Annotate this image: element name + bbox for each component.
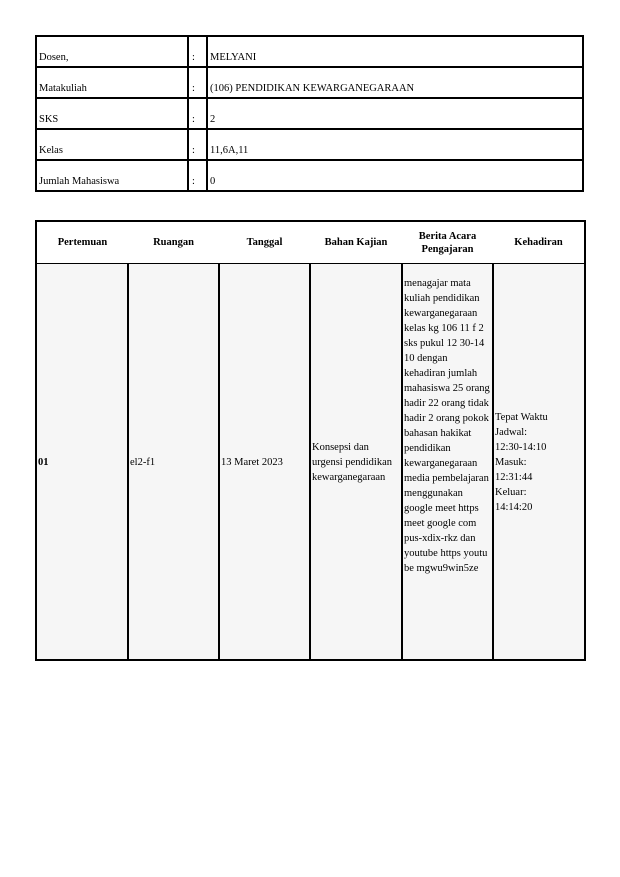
- kehadiran-masuk-value: 12:31:44: [495, 471, 533, 483]
- info-value: 11,6A,11: [207, 129, 583, 160]
- info-value: (106) PENDIDIKAN KEWARGANEGARAAN: [207, 67, 583, 98]
- kehadiran-jadwal-value: 12:30-14:10: [495, 441, 547, 453]
- info-separator: :: [188, 129, 207, 160]
- header-ruangan: Ruangan: [128, 221, 219, 264]
- info-label: Jumlah Mahasiswa: [36, 160, 188, 191]
- info-row-sks: [36, 98, 583, 129]
- cell-ruangan: el2-f1: [128, 264, 219, 661]
- header-bahan-kajian: Bahan Kajian: [310, 221, 402, 264]
- kehadiran-status: Tepat Waktu: [495, 411, 548, 423]
- kehadiran-keluar-label: Keluar:: [495, 486, 527, 498]
- header-pertemuan: Pertemuan: [36, 221, 128, 264]
- table-row: [36, 264, 585, 661]
- info-label: Dosen,: [36, 36, 188, 67]
- info-row-dosen: [36, 36, 583, 67]
- header-kehadiran: Kehadiran: [493, 221, 585, 264]
- info-label: Matakuliah: [36, 67, 188, 98]
- attendance-table: [35, 220, 586, 661]
- info-label: SKS: [36, 98, 188, 129]
- kehadiran-jadwal-label: Jadwal:: [495, 426, 528, 438]
- cell-bahan-kajian: Konsepsi dan urgensi pendidikan kewarganegaraan: [310, 264, 402, 661]
- cell-berita-acara: menagajar mata kuliah pendidikan kewarganegaraan kelas kg 106 11 f 2 sks pukul 12 30-14 10 dengan kehadiran jumlah mahasiswa 25 orang hadir 22 orang tidak hadir 2 orang pokok bahasan hakikat pendidikan kewarganegaraan media pembelajaran menggunakan google meet https meet google com pus-xdix-rkz dan youtube https youtu be mgwu9win5ze: [402, 264, 493, 661]
- info-separator: :: [188, 67, 207, 98]
- info-table: [35, 35, 584, 192]
- kehadiran-masuk-label: Masuk:: [495, 456, 527, 468]
- cell-kehadiran: [493, 264, 585, 661]
- info-separator: :: [188, 36, 207, 67]
- table-header-row: [36, 221, 585, 264]
- info-value: 0: [207, 160, 583, 191]
- cell-pertemuan: 01: [36, 264, 128, 661]
- header-tanggal: Tanggal: [219, 221, 310, 264]
- info-separator: :: [188, 160, 207, 191]
- info-separator: :: [188, 98, 207, 129]
- kehadiran-keluar-value: 14:14:20: [495, 501, 533, 513]
- header-berita-acara: Berita Acara Pengajaran: [402, 221, 493, 264]
- info-value: 2: [207, 98, 583, 129]
- info-row-jumlah-mahasiswa: [36, 160, 583, 191]
- info-label: Kelas: [36, 129, 188, 160]
- info-row-kelas: [36, 129, 583, 160]
- cell-tanggal: 13 Maret 2023: [219, 264, 310, 661]
- info-row-matakuliah: [36, 67, 583, 98]
- info-value: MELYANI: [207, 36, 583, 67]
